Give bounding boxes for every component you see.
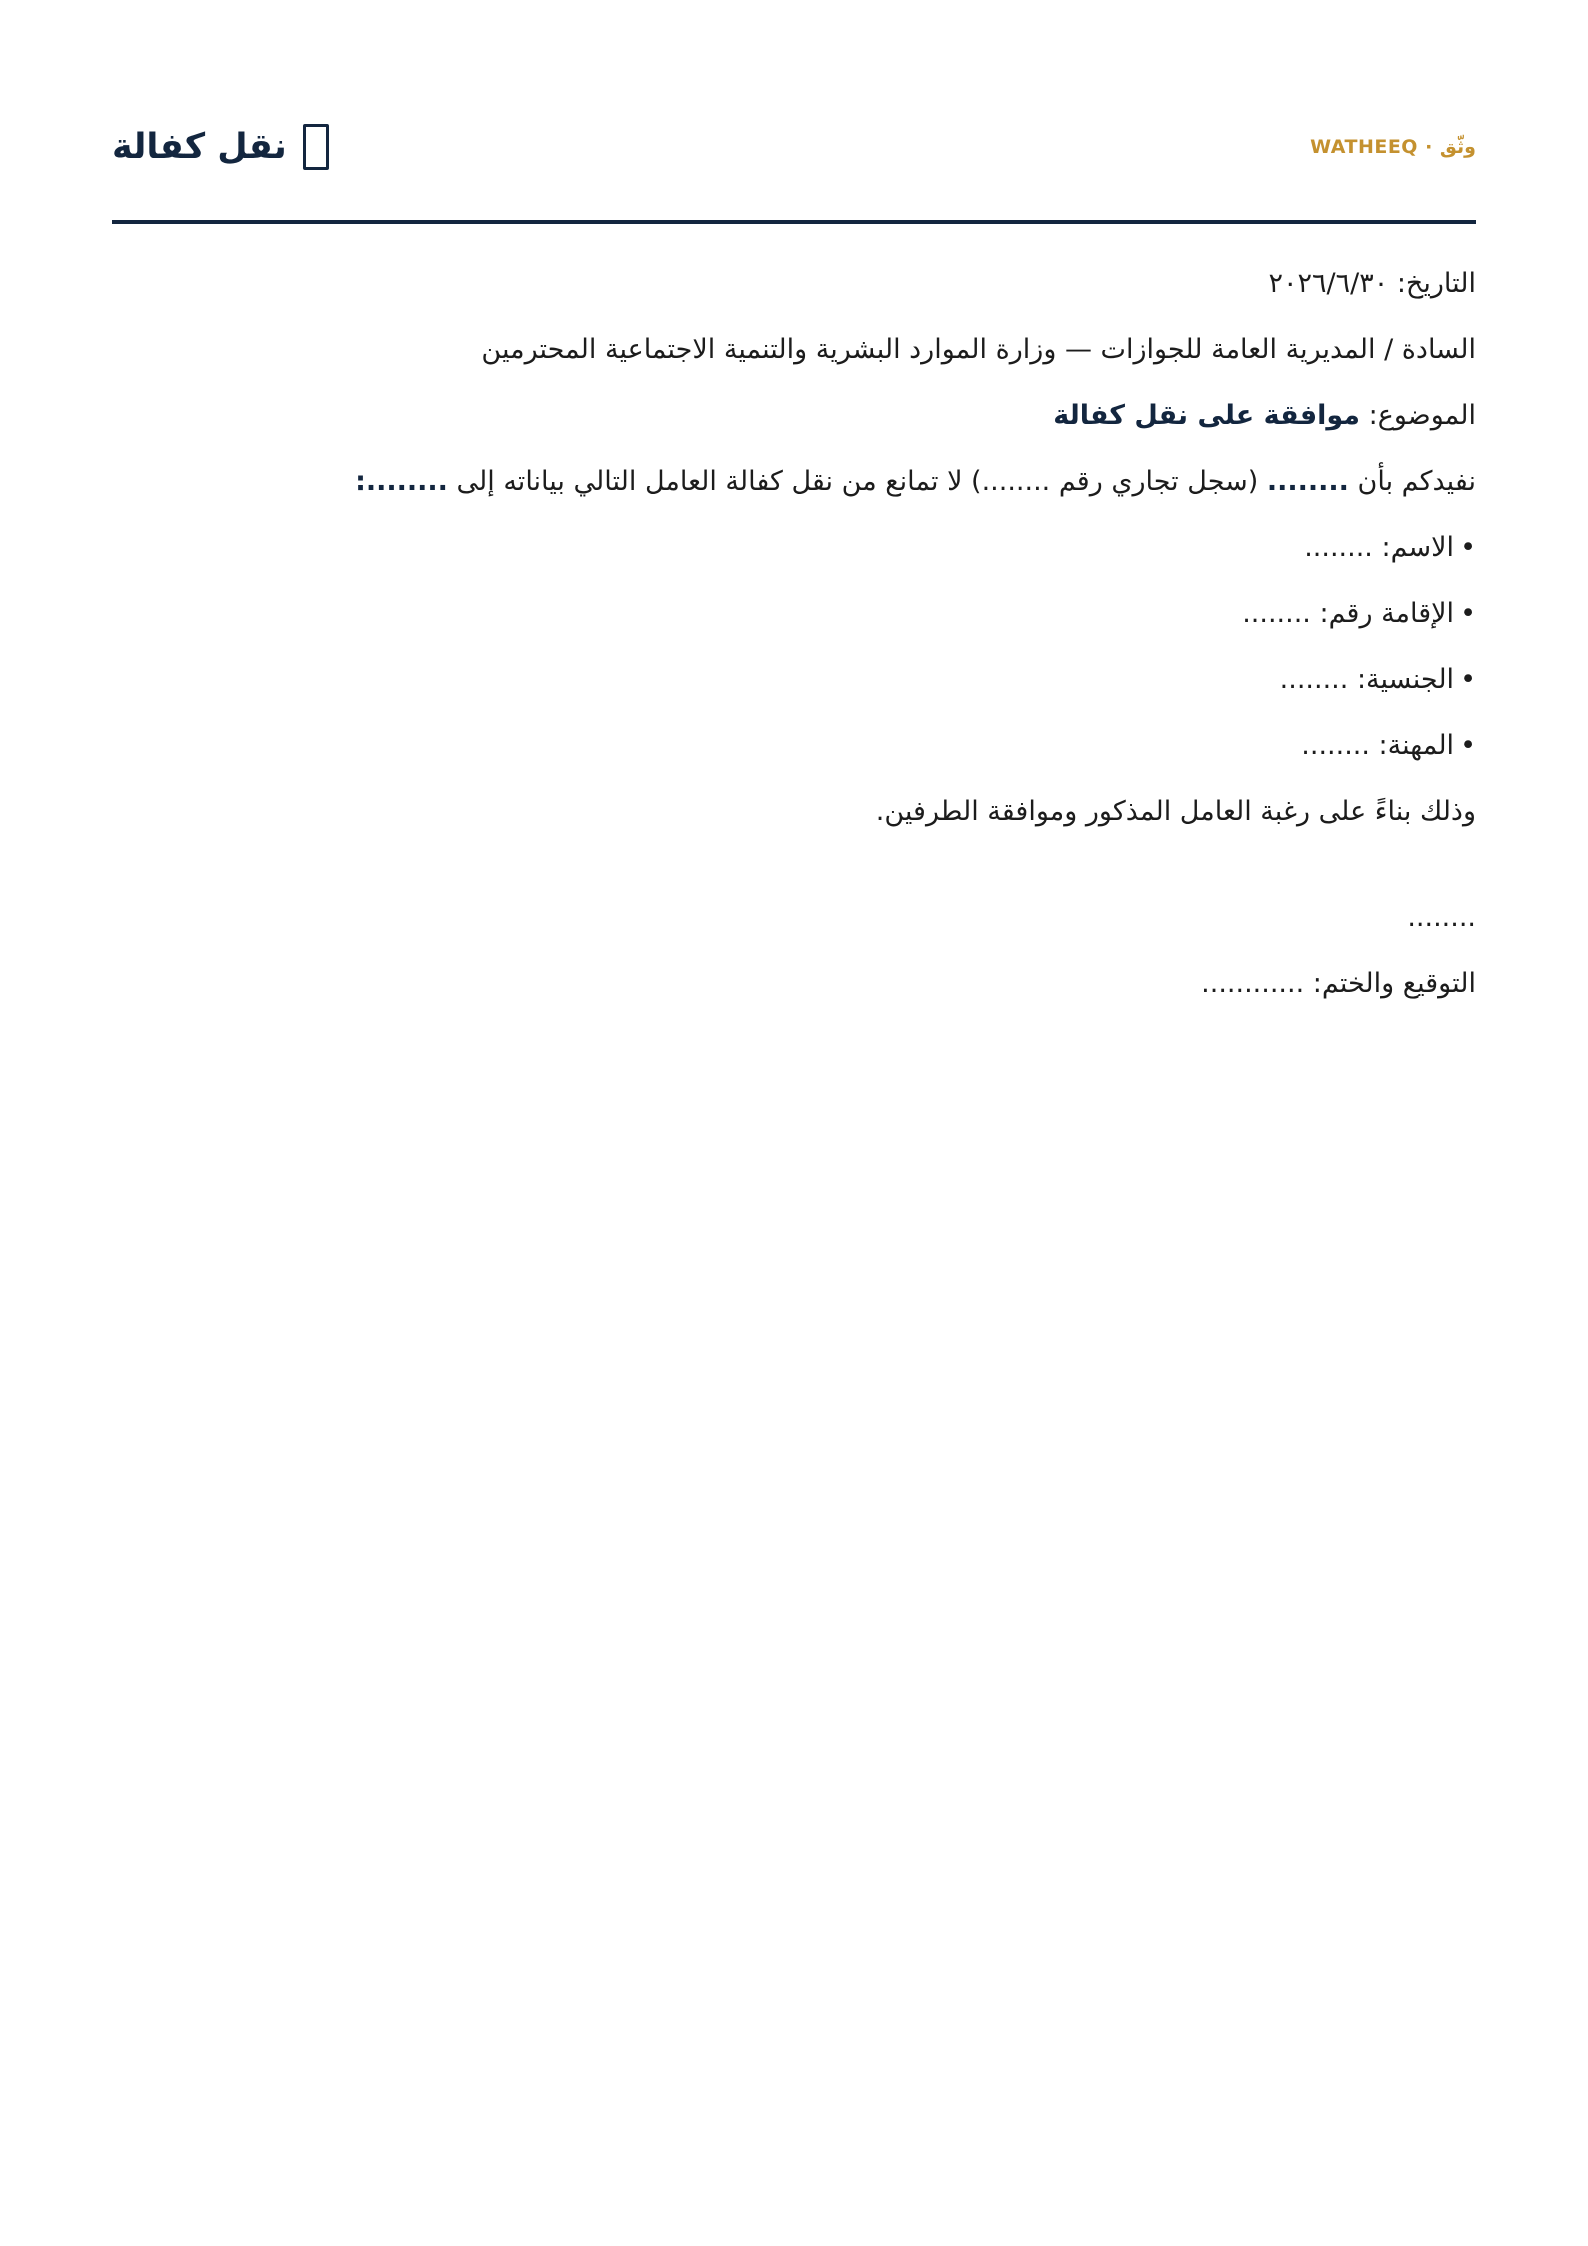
bullet-icon: • [1460, 532, 1476, 563]
intro-blank-recipient: ........: [355, 466, 448, 497]
nationality-value: ........ [1279, 664, 1349, 695]
signature-label: التوقيع والختم: [1312, 968, 1476, 999]
signer-line: ........ [1407, 902, 1476, 933]
subject-label: الموضوع: [1368, 400, 1476, 431]
title-group [112, 124, 329, 170]
header-divider [112, 220, 1476, 224]
nationality-label: الجنسية: [1356, 664, 1455, 695]
list-item [112, 660, 1476, 700]
date-line [112, 264, 1476, 304]
profession-value: ........ [1301, 730, 1370, 761]
date-label: التاريخ: [1396, 268, 1476, 299]
document-header [112, 112, 1476, 182]
iqama-value: ........ [1242, 598, 1311, 629]
intro-part1: نفيدكم بأن [1357, 466, 1476, 497]
bullet-icon: • [1460, 730, 1476, 761]
signature-value: ............ [1201, 968, 1305, 999]
bullet-icon: • [1460, 664, 1476, 695]
bullet-icon: • [1460, 598, 1476, 629]
brand-label: WATHEEQ · وثّق [1310, 136, 1476, 158]
worker-name-label: الاسم: [1381, 532, 1455, 563]
intro-blank-company: ........ [1266, 466, 1349, 497]
subject-line [112, 396, 1476, 436]
list-item [112, 594, 1476, 634]
subject-value: موافقة على نقل كفالة [1053, 400, 1361, 431]
document-icon [303, 124, 329, 170]
worker-name-value: ........ [1304, 532, 1373, 563]
letter-body [112, 264, 1476, 1030]
addressee-line: السادة / المديرية العامة للجوازات — وزارة الموارد البشرية والتنمية الاجتماعية المحترمين [481, 334, 1476, 365]
closing-line: وذلك بناءً على رغبة العامل المذكور وموافقة الطرفين. [875, 796, 1476, 827]
date-value: ٢٠٢٦/٦/٣٠ [1268, 268, 1389, 299]
document-title: نقل كفالة [112, 127, 287, 167]
profession-label: المهنة: [1378, 730, 1455, 761]
signature-line [112, 964, 1476, 1004]
iqama-label: الإقامة رقم: [1319, 598, 1455, 629]
list-item [112, 528, 1476, 568]
intro-part2: (سجل تجاري رقم ........) لا تمانع من نقل كفالة العامل التالي بياناته إلى [456, 466, 1259, 497]
list-item [112, 726, 1476, 766]
intro-line [112, 462, 1476, 502]
